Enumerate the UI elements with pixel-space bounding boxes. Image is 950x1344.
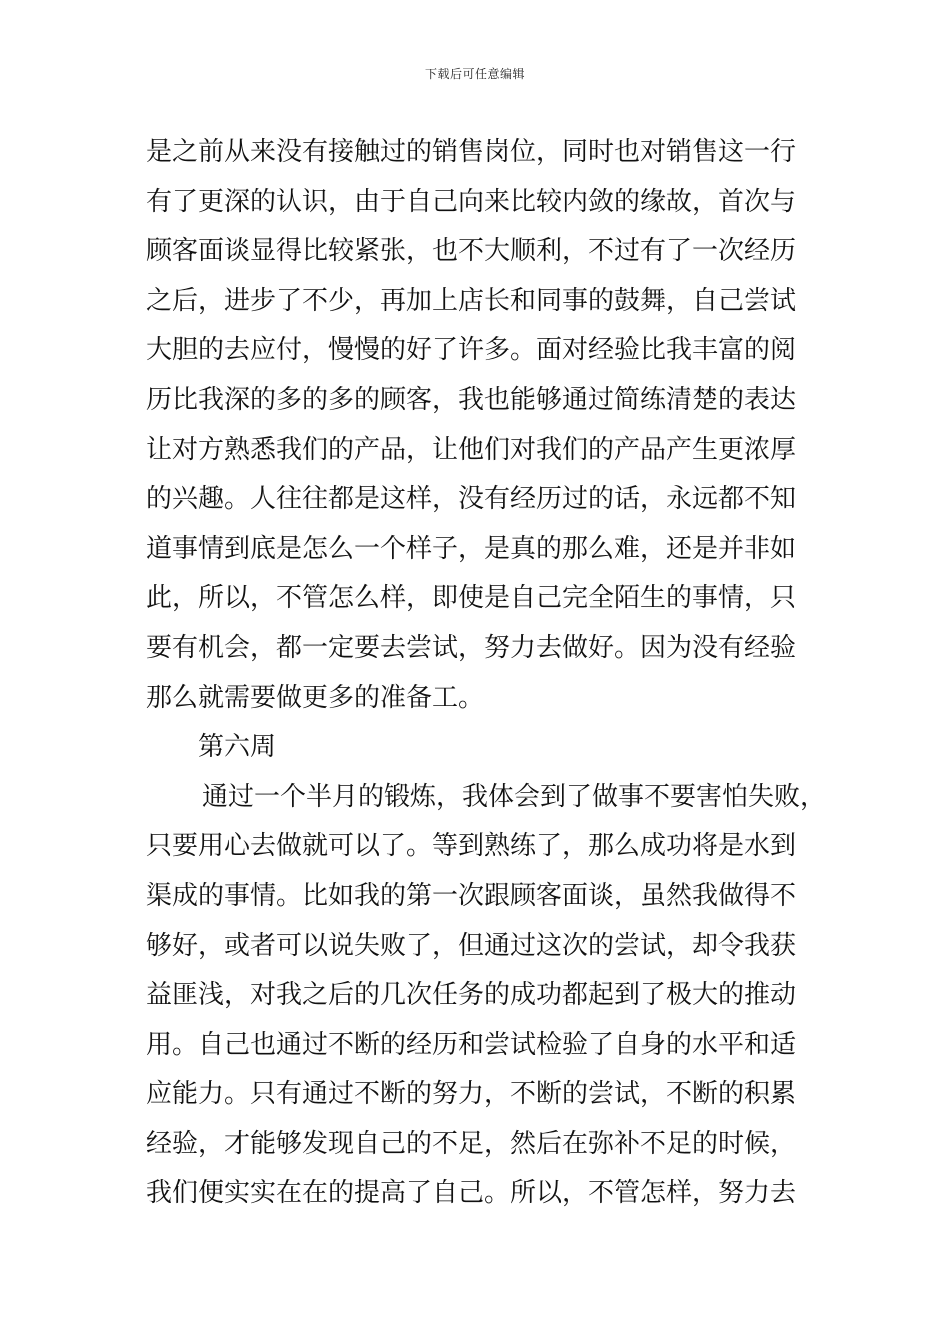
paragraph-line: 要有机会，都一定要去尝试，努力去做好。因为没有经验 bbox=[146, 632, 797, 663]
paragraph-line: 只要用心去做就可以了。等到熟练了，那么成功将是水到 bbox=[146, 831, 797, 862]
paragraph-line: 顾客面谈显得比较紧张，也不大顺利，不过有了一次经历 bbox=[146, 236, 797, 267]
page-header: 下载后可任意编辑 bbox=[424, 67, 525, 81]
paragraph-line: 历比我深的多的多的顾客，我也能够通过简练清楚的表达 bbox=[146, 384, 797, 415]
section-heading: 第六周 bbox=[198, 732, 277, 763]
paragraph-line: 的兴趣。人往往都是这样，没有经历过的话，永远都不知 bbox=[146, 484, 797, 515]
paragraph-line: 之后，进步了不少，再加上店长和同事的鼓舞，自己尝试 bbox=[146, 285, 797, 316]
paragraph-line: 大胆的去应付，慢慢的好了许多。面对经验比我丰富的阅 bbox=[146, 335, 797, 366]
paragraph-line: 那么就需要做更多的准备工。 bbox=[146, 682, 485, 713]
paragraph-line: 通过一个半月的锻炼，我体会到了做事不要害怕失败， bbox=[202, 781, 827, 812]
paragraph-line: 我们便实实在在的提高了自己。所以，不管怎样，努力去 bbox=[146, 1178, 797, 1209]
paragraph-line: 是之前从来没有接触过的销售岗位，同时也对销售这一行 bbox=[146, 137, 797, 167]
paragraph-line: 益匪浅，对我之后的几次任务的成功都起到了极大的推动 bbox=[146, 980, 797, 1011]
paragraph-line: 道事情到底是怎么一个样子，是真的那么难，还是并非如 bbox=[146, 533, 797, 564]
document-body bbox=[146, 128, 826, 1219]
paragraph-line: 有了更深的认识，由于自己向来比较内敛的缘故，首次与 bbox=[146, 186, 797, 217]
paragraph-line: 经验，才能够发现自己的不足，然后在弥补不足的时候， bbox=[146, 1128, 797, 1159]
paragraph-line: 应能力。只有通过不断的努力，不断的尝试，不断的积累 bbox=[146, 1079, 797, 1110]
paragraph-line: 此，所以，不管怎么样，即使是自己完全陌生的事情，只 bbox=[146, 583, 797, 614]
paragraph-line: 让对方熟悉我们的产品，让他们对我们的产品产生更浓厚 bbox=[146, 434, 797, 465]
paragraph-line: 渠成的事情。比如我的第一次跟顾客面谈，虽然我做得不 bbox=[146, 880, 797, 911]
paragraph-line: 够好，或者可以说失败了，但通过这次的尝试，却令我获 bbox=[146, 930, 797, 961]
paragraph-line: 用。自己也通过不断的经历和尝试检验了自身的水平和适 bbox=[146, 1029, 797, 1060]
